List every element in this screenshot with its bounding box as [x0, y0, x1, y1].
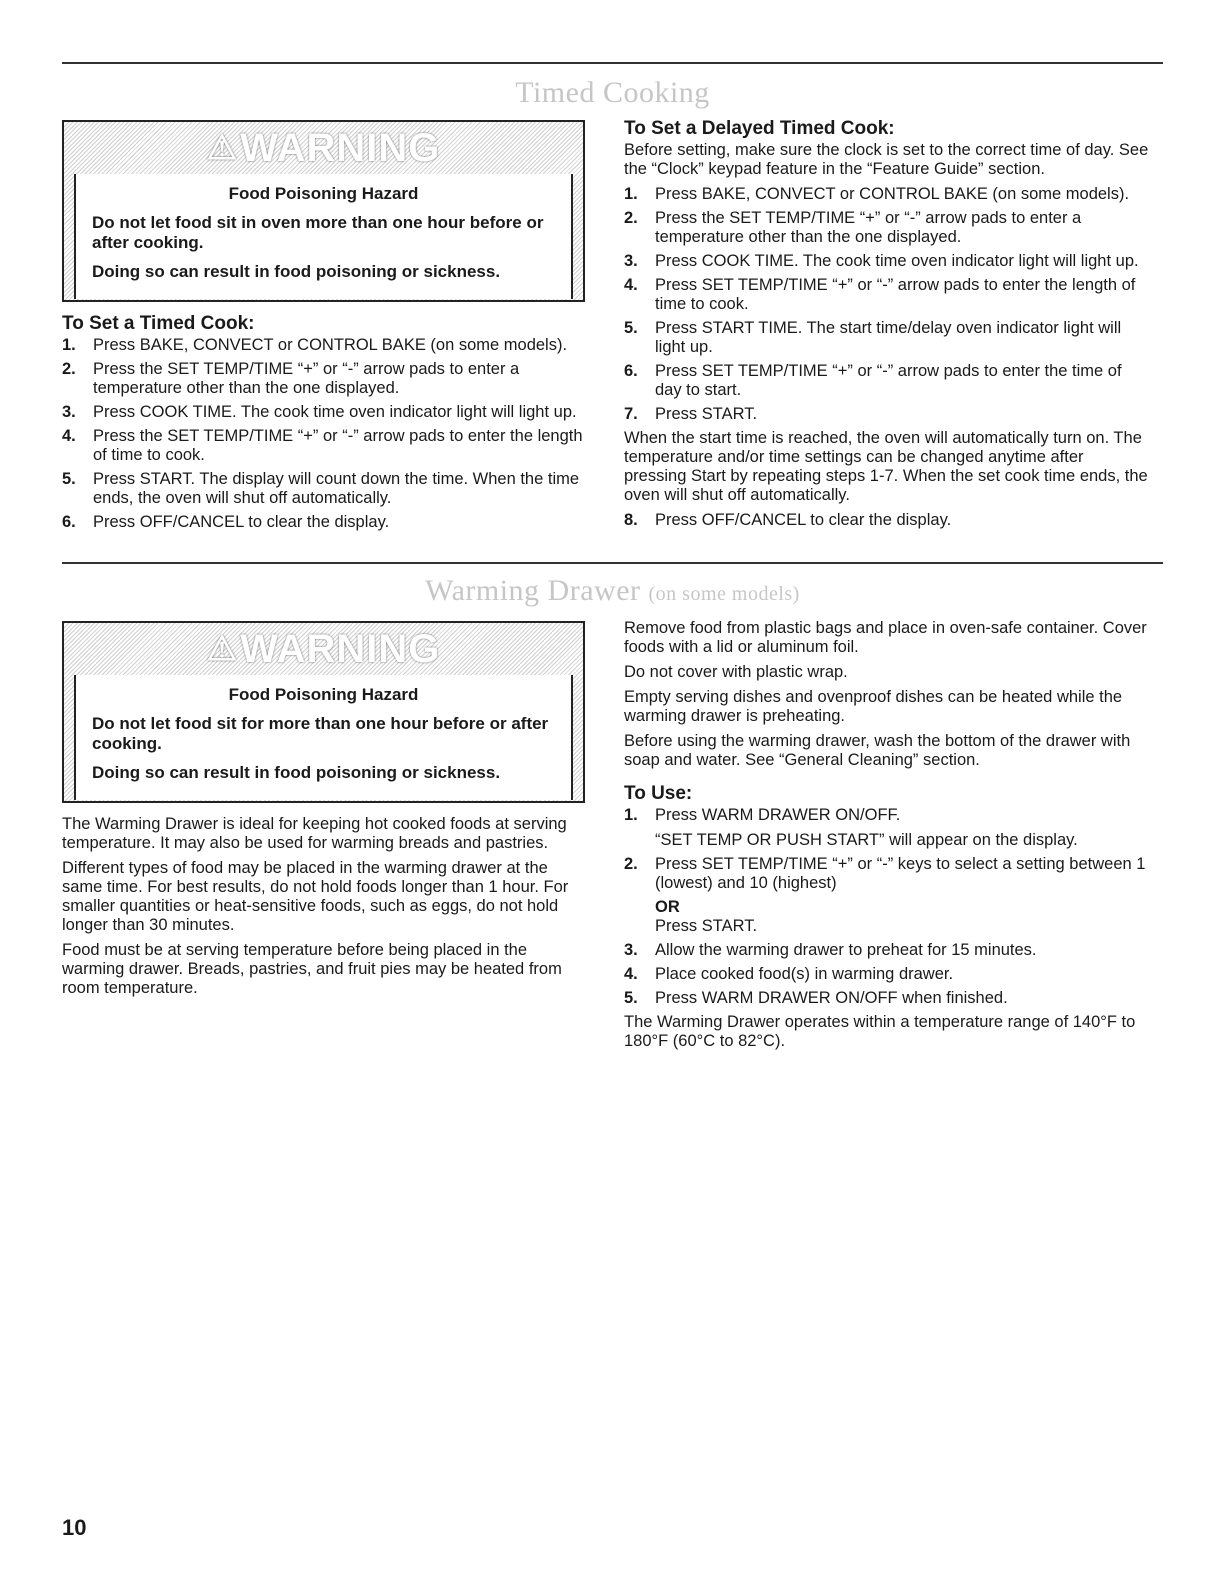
timed-cook-section: [62, 314, 586, 537]
or-label: OR: [655, 898, 680, 916]
list-item: 5. Press START. The display will count down the time. When the time ends, the oven will shut off automatically.: [62, 470, 580, 507]
section-title-warming-drawer: Warming Drawer (on some models): [425, 574, 800, 607]
top-divider: [62, 62, 1163, 64]
list-item: 5. Press START TIME. The start time/delay oven indicator light will light up.: [624, 319, 1122, 356]
list-item: 6. Press SET TEMP/TIME “+” or “-” arrow pads to enter the time of day to start.: [624, 362, 1122, 399]
delayed-cook-steps: [624, 185, 1150, 424]
warning-line: Do not let food sit in oven more than one hour before or after cooking.: [92, 213, 544, 252]
step-alt-text: Press START.: [655, 917, 758, 935]
list-item: 2. Press SET TEMP/TIME “+” or “-” keys to select a setting between 1 (lowest) and 10 (highest) OR Press START.: [624, 855, 1150, 936]
delayed-cook-step-8: [624, 511, 1150, 530]
warning-title: ⚠WARNING: [64, 122, 583, 174]
warning-hazard: Food Poisoning Hazard: [228, 184, 419, 203]
list-item: 2. Press the SET TEMP/TIME “+” or “-” arrow pads to enter a temperature other than the one displayed.: [624, 209, 1082, 246]
temperature-range-note: The Warming Drawer operates within a temperature range of 140°F to 180°F (60°C to 82°C).: [624, 1013, 1136, 1050]
page-number: 10: [62, 1515, 87, 1540]
paragraph: Remove food from plastic bags and place in oven-safe container. Cover foods with a lid or aluminum foil.: [624, 619, 1147, 656]
list-item: 1. Press BAKE, CONVECT or CONTROL BAKE (on some models).: [62, 336, 568, 354]
warning-hazard: Food Poisoning Hazard: [228, 685, 419, 704]
warning-line: Do not let food sit for more than one hour before or after cooking.: [92, 714, 549, 753]
warning-triangle-icon: ⚠: [206, 630, 239, 668]
paragraph: Before using the warming drawer, wash the bottom of the drawer with soap and water. See “General Cleaning” section.: [624, 732, 1131, 769]
list-item: 1. Press BAKE, CONVECT or CONTROL BAKE (on some models).: [624, 185, 1130, 203]
section-title-subtitle: (on some models): [648, 583, 800, 605]
delayed-cook-intro: Before setting, make sure the clock is set to the correct time of day. See the “Clock” keypad feature in the “Feature Guide” section.: [624, 141, 1149, 178]
warning-triangle-icon: ⚠: [206, 129, 239, 167]
section-title-timed-cooking: Timed Cooking: [515, 76, 710, 109]
list-item: 6. Press OFF/CANCEL to clear the display.: [62, 513, 390, 531]
list-item: 4. Press SET TEMP/TIME “+” or “-” arrow pads to enter the length of time to cook.: [624, 276, 1136, 313]
heading-to-use: To Use:: [624, 783, 693, 804]
to-use-steps: [624, 806, 1150, 1008]
warning-line: Doing so can result in food poisoning or sickness.: [92, 763, 501, 782]
middle-divider: [62, 562, 1163, 564]
list-item: 5. Press WARM DRAWER ON/OFF when finished.: [624, 989, 1008, 1007]
heading-set-timed-cook: To Set a Timed Cook:: [62, 313, 255, 334]
list-item: 4. Place cooked food(s) in warming drawer.: [624, 965, 954, 983]
warming-drawer-description: [62, 815, 586, 1004]
paragraph: Empty serving dishes and ovenproof dishes can be heated while the warming drawer is preheating.: [624, 688, 1123, 725]
paragraph: Do not cover with plastic wrap.: [624, 663, 848, 681]
list-item: 1. Press WARM DRAWER ON/OFF. “SET TEMP OR PUSH START” will appear on the display.: [624, 806, 1150, 850]
step-sub-text: “SET TEMP OR PUSH START” will appear on the display.: [655, 831, 1078, 849]
list-item: 7. Press START.: [624, 405, 758, 423]
warning-box-warming: [62, 621, 585, 803]
list-item: 3. Press COOK TIME. The cook time oven indicator light will light up.: [62, 403, 577, 421]
delayed-cook-section: [624, 119, 1150, 535]
paragraph: Food must be at serving temperature before being placed in the warming drawer. Breads, pastries, and fruit pies may be heated from room temperature.: [62, 941, 562, 997]
paragraph: The Warming Drawer is ideal for keeping hot cooked foods at serving temperature. It may also be used for warming breads and pastries.: [62, 815, 567, 852]
warning-box-timed: [62, 120, 585, 302]
warning-line: Doing so can result in food poisoning or sickness.: [92, 262, 501, 281]
list-item: 2. Press the SET TEMP/TIME “+” or “-” arrow pads to enter a temperature other than the one displayed.: [62, 360, 520, 397]
warning-body: [74, 174, 573, 299]
paragraph: Different types of food may be placed in the warming drawer at the same time. For best results, do not hold foods longer than 1 hour. For smaller quantities or heat-sensitive foods, such as eggs, do not hold longer than 30 minutes.: [62, 859, 569, 934]
list-item: 8. Press OFF/CANCEL to clear the display.: [624, 511, 952, 529]
warning-title: ⚠WARNING: [64, 623, 583, 675]
timed-cook-steps: [62, 336, 586, 532]
warning-body: [74, 675, 573, 800]
delayed-cook-note: When the start time is reached, the oven will automatically turn on. The temperature and/or time settings can be changed anytime after pressing Start by repeating steps 1-7. When the set cook time ends, the oven will shut off automatically.: [624, 429, 1148, 504]
list-item: 3. Press COOK TIME. The cook time oven indicator light will light up.: [624, 252, 1139, 270]
list-item: 3. Allow the warming drawer to preheat for 15 minutes.: [624, 941, 1037, 959]
heading-set-delayed-timed-cook: To Set a Delayed Timed Cook:: [624, 118, 895, 139]
list-item: 4. Press the SET TEMP/TIME “+” or “-” arrow pads to enter the length of time to cook.: [62, 427, 583, 464]
warming-drawer-instructions: [624, 619, 1150, 1057]
